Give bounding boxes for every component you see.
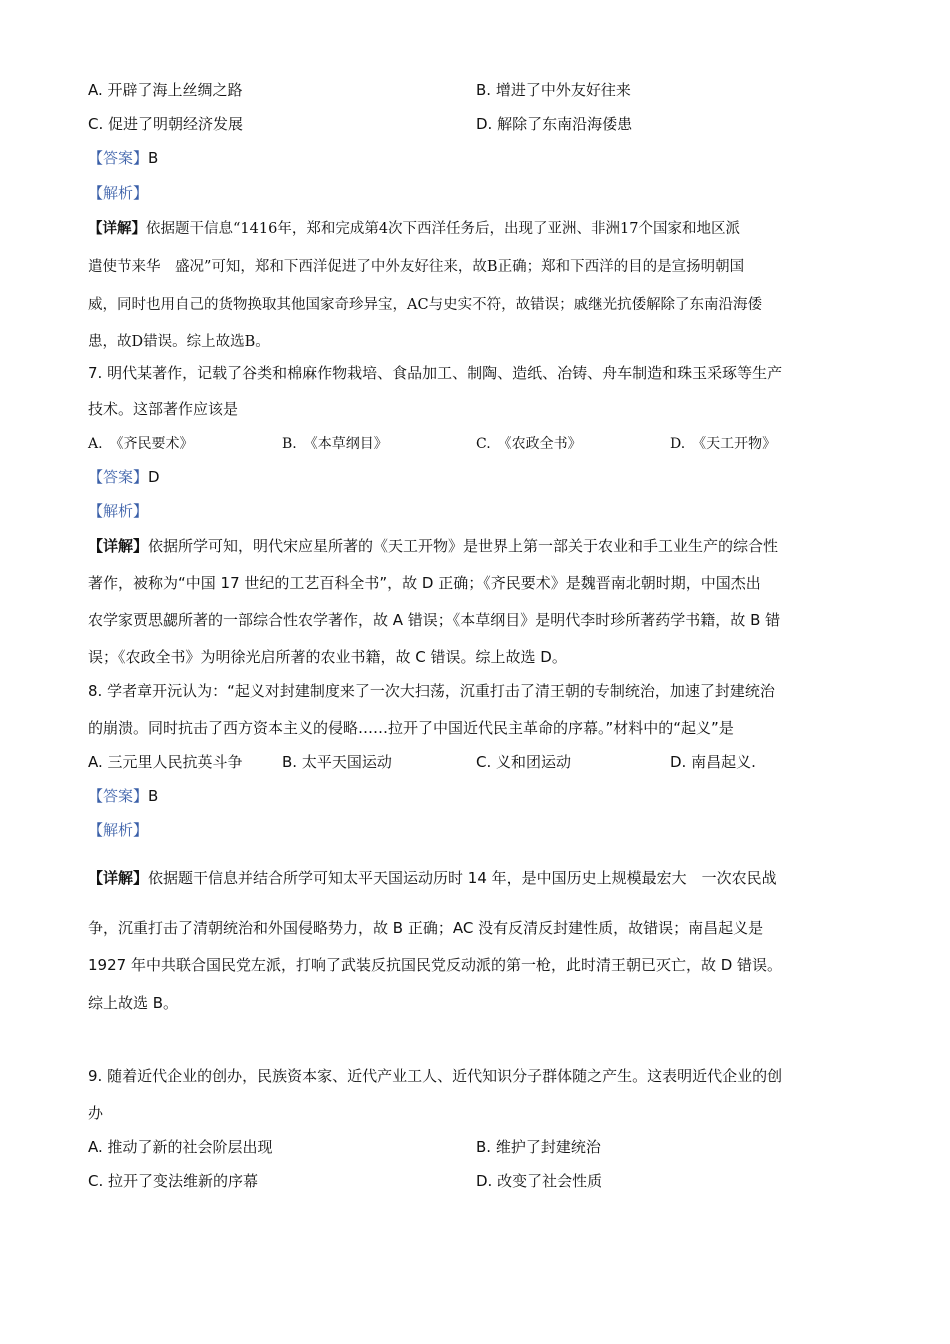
q8-answer-tag: 【答案】 bbox=[88, 787, 149, 805]
q7-stem-line-1: 7. 明代某著作，记载了谷类和棉麻作物栽培、食品加工、制陶、造纸、冶铸、舟车制造和珠玉采琢等生产 bbox=[88, 364, 783, 382]
q8-analysis-tag: 【解析】 bbox=[88, 821, 149, 839]
q8-analysis-heading bbox=[88, 820, 148, 840]
q9-option-b: B. 维护了封建统治 bbox=[476, 1138, 601, 1156]
q7-detail-tag: 【详解】 bbox=[88, 537, 149, 555]
q6-detail-line-2: 遣使节来华 盛况”可知，郑和下西洋促进了中外友好往来，故B正确；郑和下西洋的目的是宣扬明朝国 bbox=[88, 259, 745, 275]
q6-detail-tag: 【详解】 bbox=[88, 220, 146, 237]
q9-option-a: A. 推动了新的社会阶层出现 bbox=[88, 1138, 273, 1156]
q7-option-a: A. 《齐民要术》 bbox=[88, 436, 194, 452]
q8-detail-line-3: 1927 年中共联合国民党左派，打响了武装反抗国民党反动派的第一枪，此时清王朝已灭亡，故 D 错误。 bbox=[88, 956, 783, 974]
q9-stem-line-2: 办 bbox=[88, 1104, 104, 1122]
q7-answer-value: D bbox=[148, 468, 160, 486]
q6-option-a: A. 开辟了海上丝绸之路 bbox=[88, 81, 243, 99]
q7-detail-line-3: 农学家贾思勰所著的一部综合性农学著作，故 A 错误；《本草纲目》是明代李时珍所著药学书籍，故 B 错 bbox=[88, 611, 781, 629]
q6-analysis-heading bbox=[88, 183, 148, 203]
q9-stem-line-1: 9. 随着近代企业的创办，民族资本家、近代产业工人、近代知识分子群体随之产生。这表明近代企业的创 bbox=[88, 1067, 783, 1085]
q7-option-d: D. 《天工开物》 bbox=[670, 436, 777, 452]
q8-detail-line-1: 【详解】依据题干信息并结合所学可知太平天国运动历时 14 年，是中国历史上规模最宏大 一次农民战 bbox=[88, 869, 777, 887]
q7-analysis-heading bbox=[88, 501, 148, 521]
q7-detail-line-2: 著作，被称为“中国 17 世纪的工艺百科全书”，故 D 正确；《齐民要术》是魏晋南北朝时期，中国杰出 bbox=[88, 574, 761, 592]
q8-answer bbox=[88, 786, 158, 806]
q6-option-c: C. 促进了明朝经济发展 bbox=[88, 115, 244, 133]
q6-answer-value: B bbox=[148, 149, 159, 167]
q6-detail-line-4: 患，故D错误。综上故选B。 bbox=[88, 334, 270, 350]
q8-stem-line-1: 8. 学者章开沅认为：“起义对封建制度来了一次大扫荡，沉重打击了清王朝的专制统治，加速了封建统治 bbox=[88, 682, 775, 700]
q8-option-a: A. 三元里人民抗英斗争 bbox=[88, 753, 243, 771]
q6-analysis-tag: 【解析】 bbox=[88, 184, 149, 202]
q8-detail-line-4: 综上故选 B。 bbox=[88, 994, 179, 1012]
q8-option-d: D. 南昌起义. bbox=[670, 753, 756, 771]
q7-answer bbox=[88, 467, 160, 487]
q9-option-c: C. 拉开了变法维新的序幕 bbox=[88, 1172, 259, 1190]
q8-stem-line-2: 的崩溃。同时抗击了西方资本主义的侵略……拉开了中国近代民主革命的序幕。”材料中的“起义”是 bbox=[88, 719, 734, 737]
q7-stem-line-2: 技术。这部著作应该是 bbox=[88, 400, 239, 418]
q8-answer-value: B bbox=[148, 787, 159, 805]
q6-option-b: B. 增进了中外友好往来 bbox=[476, 81, 631, 99]
q7-detail-line-4: 误；《农政全书》为明徐光启所著的农业书籍，故 C 错误。综上故选 D。 bbox=[88, 648, 567, 666]
q6-detail-line-3: 威，同时也用自己的货物换取其他国家奇珍异宝，AC与史实不符，故错误；戚继光抗倭解除了东南沿海倭 bbox=[88, 297, 763, 313]
q9-option-d: D. 改变了社会性质 bbox=[476, 1172, 603, 1190]
q8-detail-line-2: 争，沉重打击了清朝统治和外国侵略势力，故 B 正确；AC 没有反清反封建性质，故错误；南昌起义是 bbox=[88, 919, 764, 937]
q7-option-c: C. 《农政全书》 bbox=[476, 436, 582, 452]
q8-option-c: C. 义和团运动 bbox=[476, 753, 572, 771]
q6-detail-line-1: 【详解】依据题干信息“1416年，郑和完成第4次下西洋任务后，出现了亚洲、非洲17个国家和地区派 bbox=[88, 220, 740, 237]
q8-detail-tag: 【详解】 bbox=[88, 869, 149, 887]
q8-option-b: B. 太平天国运动 bbox=[282, 753, 392, 771]
q6-answer-tag: 【答案】 bbox=[88, 149, 149, 167]
q6-option-d: D. 解除了东南沿海倭患 bbox=[476, 115, 633, 133]
q6-answer bbox=[88, 148, 158, 168]
q7-analysis-tag: 【解析】 bbox=[88, 502, 149, 520]
q7-option-b: B. 《本草纲目》 bbox=[282, 436, 388, 452]
q7-answer-tag: 【答案】 bbox=[88, 468, 149, 486]
q7-detail-line-1: 【详解】依据所学可知，明代宋应星所著的《天工开物》是世界上第一部关于农业和手工业生产的综合性 bbox=[88, 537, 779, 555]
